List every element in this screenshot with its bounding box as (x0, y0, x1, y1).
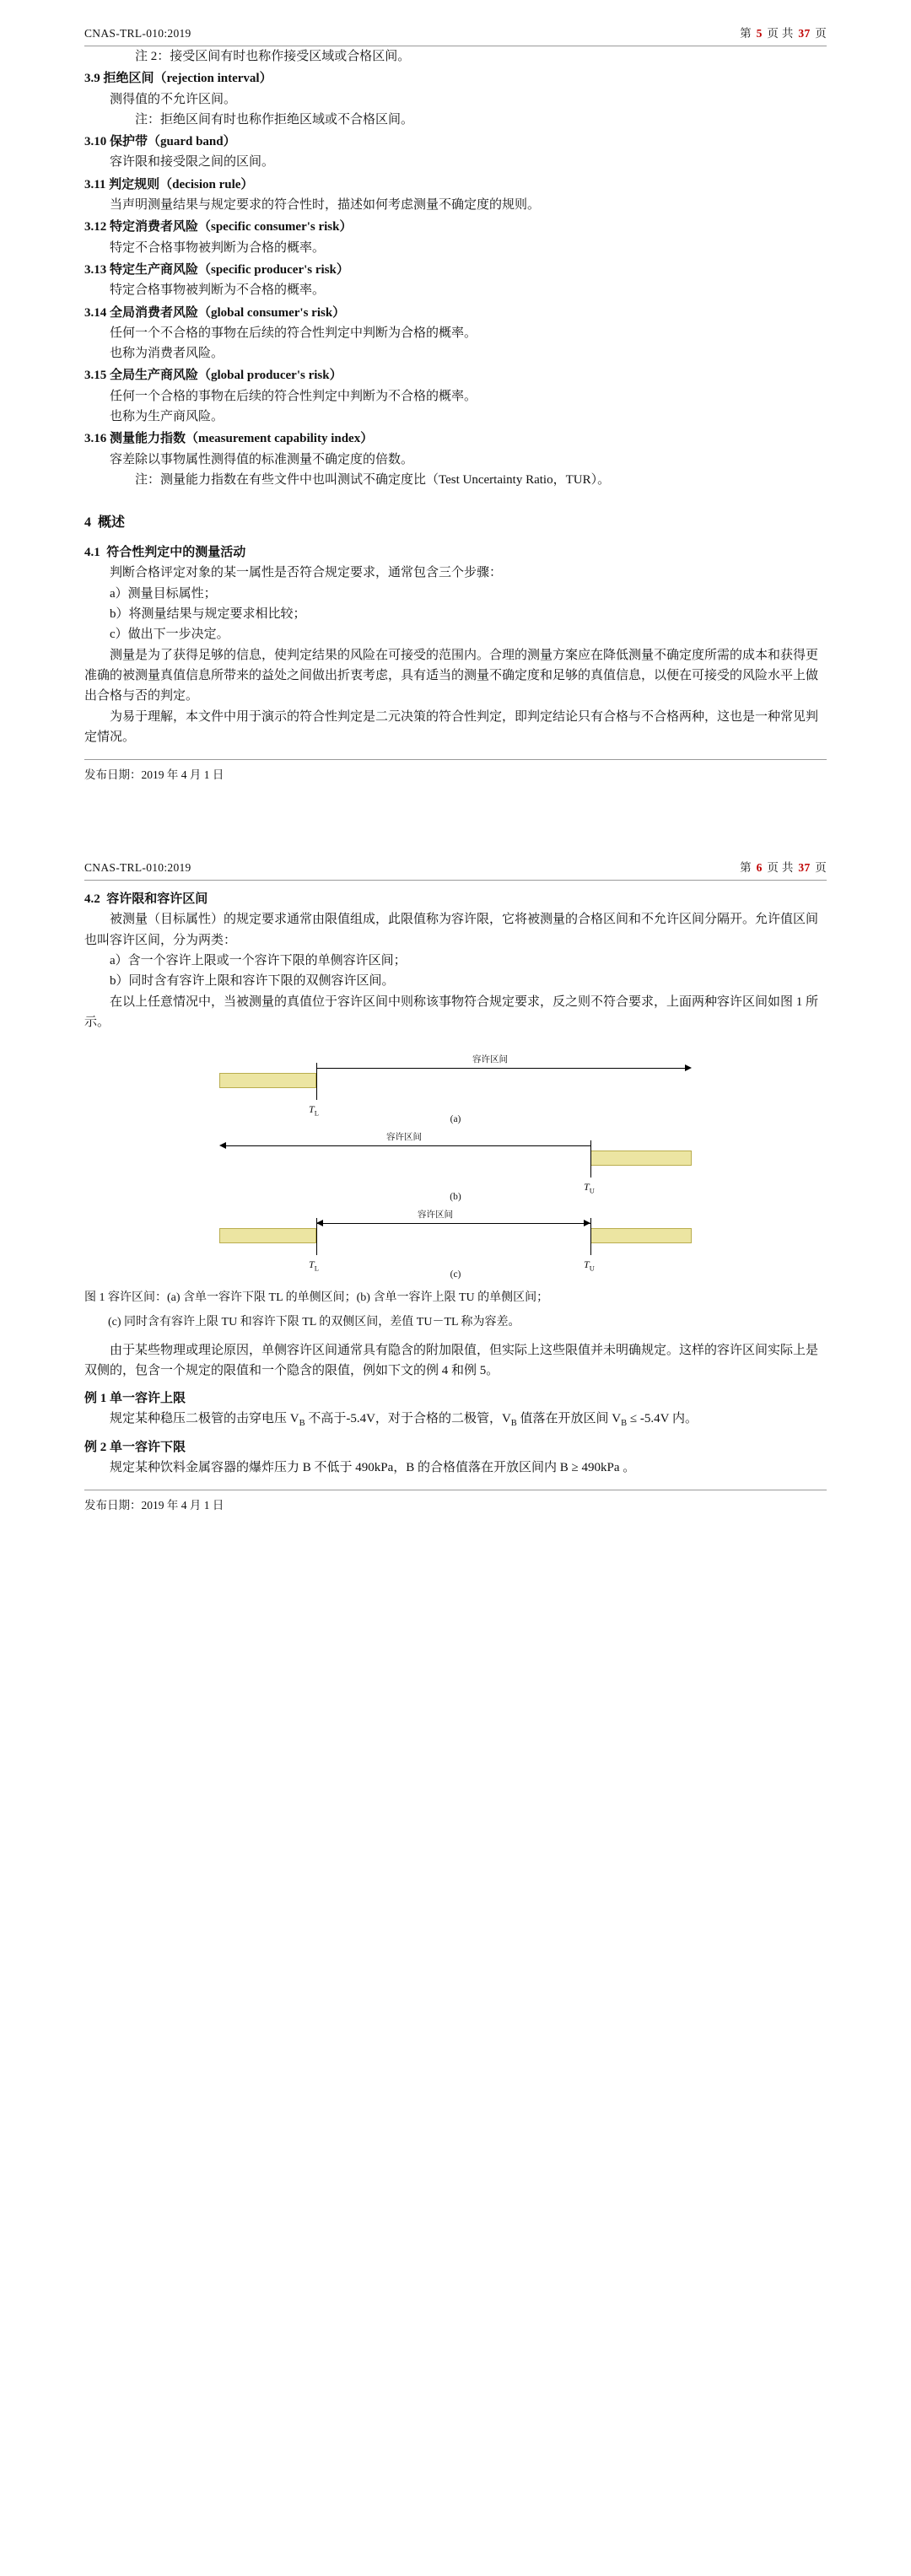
list-item-b: b）同时含有容许上限和容许下限的双侧容许区间。 (110, 974, 395, 989)
header-page-label-1: 第 (740, 27, 752, 40)
example-1-text (84, 1409, 827, 1431)
page-footer (84, 759, 827, 782)
body-paragraph: 判断合格评定对象的某一属性是否符合规定要求，通常包含三个步骤： (110, 566, 503, 580)
term-heading-3-13: 3.13 特定生产商风险（specific producer's risk） (84, 262, 349, 277)
footer-label: 发布日期： (84, 768, 142, 782)
section-number: 4 (84, 515, 91, 531)
header-total-label-2: 页 (815, 861, 827, 875)
label-TU (584, 1257, 595, 1275)
label-TU-sub: U (589, 1264, 595, 1273)
footer-date: 2019 年 4 月 1 日 (141, 768, 224, 782)
term-heading-3-12: 3.12 特定消费者风险（specific consumer's risk） (84, 220, 353, 234)
subsection-title: 符合性判定中的测量活动 (106, 546, 246, 560)
header-page-label-1: 第 (740, 861, 752, 875)
header-total-no: 37 (798, 861, 811, 875)
header-total-label-1: 共 (781, 27, 794, 40)
list-item-a: a）含一个容许上限或一个容许下限的单侧容许区间； (110, 954, 407, 967)
body-paragraph: 在以上任意情况中，当被测量的真值位于容许区间中则称该事物符合规定要求，反之则不符合要求，上面两种容许区间如图 1 所示。 (84, 994, 819, 1029)
header-page-no: 5 (756, 27, 763, 40)
header-page-number (740, 858, 827, 875)
term-definition: 特定不合格事物被判断为合格的概率。 (110, 240, 326, 255)
label-TL (309, 1102, 319, 1119)
list-item-a: a）测量目标属性； (110, 586, 217, 601)
term-heading-3-14: 3.14 全局消费者风险（global consumer's risk） (84, 305, 346, 320)
section-title: 概述 (98, 515, 126, 531)
subfigure-caption-c: (c) (450, 1269, 461, 1280)
term-definition: 测得值的不允许区间。 (110, 92, 237, 106)
subfigure-caption-a: (a) (450, 1114, 461, 1125)
limit-line-upper (590, 1218, 591, 1255)
header-page-label-2: 页 (767, 861, 779, 875)
term-definition: 容差除以事物属性测得值的标准测量不确定度的倍数。 (110, 452, 414, 466)
arrow-head-left (316, 1220, 323, 1226)
example-1-sub-1: B (299, 1418, 305, 1428)
figure-1-subfigure-b (186, 1127, 725, 1201)
header-page-number (740, 24, 827, 40)
example-1-sub-3: B (621, 1418, 628, 1428)
arrow-head-right (685, 1064, 692, 1071)
arrow-head-left (219, 1142, 226, 1149)
section-heading-4 (84, 512, 827, 534)
figure-1 (84, 1049, 827, 1282)
header-page-label-2: 页 (767, 27, 779, 40)
example-2-text: 规定某种饮料金属容器的爆炸压力 B 不低于 490kPa，B 的合格值落在开放区间内 B ≥ 490kPa 。 (110, 1461, 636, 1475)
non-conforming-band-right (590, 1228, 692, 1243)
limit-line-upper (590, 1140, 591, 1178)
page-footer (84, 1490, 827, 1512)
term-heading-3-9: 3.9 拒绝区间（rejection interval） (84, 72, 272, 86)
figure-1-graphic (186, 1049, 725, 1282)
non-conforming-band (590, 1151, 692, 1166)
header-doc-code: CNAS-TRL-010:2019 (84, 861, 191, 875)
page6-body (84, 889, 827, 1478)
page-gap (0, 790, 911, 834)
arrow-head-right (584, 1220, 590, 1226)
tolerance-interval-arrow (226, 1145, 590, 1146)
header-total-no: 37 (798, 27, 811, 40)
subfigure-caption-b: (b) (450, 1192, 461, 1203)
document-page-5 (0, 0, 911, 790)
note-paragraph: 注 2：接受区间有时也称作接受区域或合格区间。 (135, 50, 411, 63)
label-TL-symbol: T (309, 1258, 315, 1271)
figure-1-subfigure-a (186, 1049, 725, 1124)
figure-1-caption-continued (84, 1313, 827, 1332)
note-paragraph: 注：测量能力指数在有些文件中也叫测试不确定度比（Test Uncertainty Ratio，TUR）。 (135, 472, 611, 487)
subsection-heading-4-2 (84, 889, 827, 909)
header-total-label-2: 页 (815, 27, 827, 40)
label-TU (584, 1179, 595, 1197)
body-paragraph: 测量是为了获得足够的信息，使判定结果的风险在可接受的范围内。合理的测量方案应在降低测量不确定度所需的成本和获得更准确的被测量真值信息所带来的益处之间做出折衷考虑，具有适当的测量不确定度和足够的真值信息，以便在可接受的风险水平上做出合格与否的判定。 (84, 648, 819, 703)
label-TL (309, 1257, 319, 1275)
label-TU-sub: U (589, 1186, 595, 1195)
figure-1-subfigure-c (186, 1204, 725, 1279)
subsection-title: 容许限和容许区间 (106, 892, 208, 907)
non-conforming-band (219, 1073, 316, 1088)
example-1-part-4: ≤ -5.4V 内。 (627, 1411, 698, 1425)
figure-1-caption-continued-text: (c) 同时含有容许上限 TU 和容许下限 TL 的双侧区间，差值 TU－TL 称为容差。 (108, 1315, 520, 1328)
example-1-part-3: 值落在开放区间 V (516, 1411, 622, 1425)
body-paragraph: 被测量（目标属性）的规定要求通常由限值组成，此限值称为容许限，它将被测量的合格区间和不允许区间分隔开。允许值区间也叫容许区间，分为两类： (84, 913, 819, 947)
term-heading-3-15: 3.15 全局生产商风险（global producer's risk） (84, 369, 342, 383)
label-TU-symbol: T (584, 1181, 590, 1194)
label-TL-sub: L (314, 1108, 319, 1118)
subsection-heading-4-1 (84, 542, 827, 563)
term-definition: 任何一个不合格的事物在后续的符合性判定中判断为合格的概率。 (110, 326, 477, 340)
footer-label: 发布日期： (84, 1499, 142, 1512)
term-definition: 也称为生产商风险。 (110, 410, 224, 424)
body-paragraph: 由于某些物理或理论原因，单侧容许区间通常具有隐含的附加限值，但实际上这些限值并未明确规定。这样的容许区间实际上是双侧的，包含一个规定的限值和一个隐含的限值，例如下文的例 4 和例 5。 (84, 1343, 819, 1378)
header-total-label-1: 共 (781, 861, 794, 875)
example-2-heading: 例 2 单一容许下限 (84, 1440, 186, 1454)
non-conforming-band-left (219, 1228, 316, 1243)
tolerance-interval-arrow (316, 1223, 590, 1224)
example-1-sub-2: B (510, 1418, 517, 1428)
header-page-no: 6 (756, 861, 763, 875)
example-1-part-2: 不高于-5.4V，对于合格的二极管，V (305, 1411, 511, 1425)
term-heading-3-11: 3.11 判定规则（decision rule） (84, 177, 254, 191)
tolerance-interval-label: 容许区间 (386, 1133, 422, 1143)
label-TU-symbol: T (584, 1258, 590, 1271)
list-item-b: b）将测量结果与规定要求相比较； (110, 607, 306, 622)
example-1-heading: 例 1 单一容许上限 (84, 1391, 186, 1405)
note-paragraph: 注：拒绝区间有时也称作拒绝区域或不合格区间。 (135, 112, 414, 127)
tolerance-interval-label: 容许区间 (418, 1210, 453, 1221)
page-header (84, 24, 827, 46)
term-definition: 容许限和接受限之间的区间。 (110, 155, 275, 170)
header-doc-code: CNAS-TRL-010:2019 (84, 27, 191, 40)
term-definition: 当声明测量结果与规定要求的符合性时，描述如何考虑测量不确定度的规则。 (110, 198, 541, 213)
example-1-part-1: 规定某种稳压二极管的击穿电压 V (110, 1411, 299, 1425)
list-item-c: c）做出下一步决定。 (110, 628, 229, 642)
body-paragraph: 为易于理解，本文件中用于演示的符合性判定是二元决策的符合性判定，即判定结论只有合格与不合格两种，这也是一种常见判定情况。 (84, 709, 819, 744)
label-TL-symbol: T (309, 1103, 315, 1116)
term-definition: 特定合格事物被判断为不合格的概率。 (110, 283, 326, 298)
footer-date: 2019 年 4 月 1 日 (141, 1499, 224, 1512)
label-TL-sub: L (314, 1264, 319, 1273)
document-page-6 (0, 834, 911, 1521)
subsection-number: 4.2 (84, 892, 100, 907)
term-definition: 也称为消费者风险。 (110, 347, 224, 361)
figure-1-caption: 图 1 容许区间：(a) 含单一容许下限 TL 的单侧区间；(b) 含单一容许上限 TU 的单侧区间； (84, 1291, 549, 1305)
subsection-number: 4.1 (84, 546, 100, 560)
term-heading-3-10: 3.10 保护带（guard band） (84, 135, 236, 149)
page5-body (84, 46, 827, 747)
tolerance-interval-label: 容许区间 (472, 1055, 508, 1065)
term-definition: 任何一个合格的事物在后续的符合性判定中判断为不合格的概率。 (110, 389, 477, 403)
term-heading-3-16: 3.16 测量能力指数（measurement capability index） (84, 432, 374, 446)
page-header (84, 858, 827, 881)
tolerance-interval-arrow (316, 1068, 687, 1069)
